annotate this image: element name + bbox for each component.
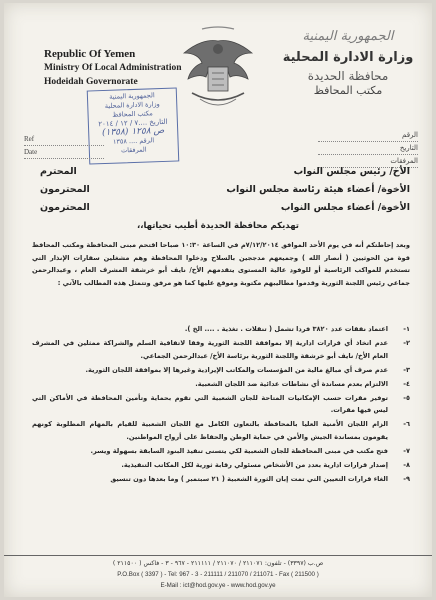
item-number: ١- [403, 325, 410, 333]
item-number: ٢- [403, 339, 410, 347]
ar-attachments-field: المرفقات [318, 157, 418, 168]
body-paragraph: وبعد إحاطتكم أنه في يوم الأحد الموافق ٧/١٢/٢٠١٤م في الساعة ١٠:٣٠ صباحا اقتحم مبنى المحافظة ومكتب المحافظ قوة من الحوثيين ( أنصار الله ) وجميعهم مدججين بالسلاح ودخلوا المحافظة وهم مشغلين سفارات الإنذار التي تستخدم للمواكب الرئاسية أو للوفود عالية المستوى يتقدمهم الأخ/ نايف أبو خرشفة المشرف العام ، وعبدالرحمن جماعي رئيس اللجنة الثورية وقدموا مطاليبهم مكتوبة وموقع عليها كما هو مرفق وتتمثل هذه المطالب بالآتي : [32, 241, 410, 287]
addressee-name: الأخوة/ أعضاء مجلس النواب [280, 202, 410, 213]
stamp-line1: الجمهورية اليمنية [109, 91, 155, 101]
ar-number-field: الرقم [318, 131, 418, 142]
header-english [44, 47, 184, 89]
letter-page [4, 3, 432, 597]
addressee-row [40, 199, 410, 217]
stamp-line3: مكتب المحافظ [112, 109, 153, 119]
header-country-en: Republic Of Yemen [44, 48, 136, 60]
footer-contact-ar: ص.ب (٣٣٩٧) - تلفون: ٢١١٠٧١ / ٢١١٠٧٠ / ٢١١١١١ - ٩٦٧ - ٣ - فاكس ( ٢١١٥٠٠ ) [112, 560, 324, 567]
addressee-name: الأخوة/ أعضاء هيئة رئاسة مجلس النواب [226, 184, 410, 195]
stamp-number: الرقم .... ١٣٥٨ [112, 136, 155, 146]
addressee-row [40, 181, 410, 199]
greeting: تهديكم محافظة الحديدة أطيب تحياتها،، [136, 221, 299, 231]
item-text: إصدار قرارات ادارية بعدد من الأشخاص مسئولي رقابة ثورية لكل المكاتب التنفيذية. [121, 460, 388, 469]
letter-footer [4, 555, 432, 591]
header-governorate-ar: محافظة الحديدة [307, 69, 389, 83]
list-item [32, 323, 410, 336]
footer-email: E-Mail : ict@hod.gov.ye - www.hod.gov.ye [160, 582, 276, 589]
list-item [32, 392, 410, 417]
header-ministry-ar: وزارة الادارة المحلية [282, 50, 414, 65]
list-item [32, 364, 410, 377]
ref-fields-en [24, 135, 104, 161]
addressee-honorific: المحترمون [40, 184, 90, 195]
item-text: توفير مقرات حسب الإمكانيات المتاحة للجان الشعبية التي تقوم بحماية وتأمين المحافظة في الأماكن التي ليس فيها مقرات. [32, 393, 388, 414]
item-number: ٦- [403, 420, 410, 428]
item-number: ٨- [403, 460, 410, 469]
item-number: ٥- [403, 393, 410, 402]
stamp-line2: وزارة الادارة المحلية [104, 100, 160, 110]
item-number: ٩- [403, 474, 410, 483]
footer-contact-en: P.O.Box ( 3397 ) - Tel: 967 - 3 - 211111 / 211070 / 211071 - Fax ( 211500 ) [117, 571, 319, 578]
item-number: ٤- [403, 379, 410, 388]
header-country-ar: الجمهورية اليمنية [302, 29, 394, 44]
list-item [32, 473, 410, 486]
ref-field: Ref [24, 135, 104, 146]
stamp-attachments: المرفقات [120, 145, 147, 155]
item-number: ٧- [403, 446, 410, 455]
demands-list [32, 323, 410, 487]
list-item [32, 378, 410, 391]
item-text: اعتماد نفقات عدد ٣٨٢٠ فردا تشمل ( تنقلات . تغذية . .... الخ ). [184, 325, 388, 333]
header-arabic [278, 29, 418, 97]
eagle-emblem-icon [178, 23, 258, 115]
addressee-honorific: المحترمون [40, 202, 90, 213]
addressee-row [40, 163, 410, 181]
header-governorate-en: Hodeidah Governorate [44, 77, 138, 87]
item-text: الالتزام بعدم مساندة أي نشاطات عدائية ضد اللجان الشعبية. [195, 379, 388, 388]
item-text: فتح مكتب في مبنى المحافظة للجان الشعبية لكي يتسنى تنفيذ البنود السابقة بسهولة ويسر. [90, 446, 388, 455]
list-item [32, 459, 410, 472]
list-item [32, 445, 410, 458]
ar-date-field: التاريخ [318, 144, 418, 155]
list-item [32, 418, 410, 443]
item-number: ٣- [403, 365, 410, 374]
addressee-name: الأخ/ رئيس مجلس النواب [293, 166, 410, 177]
stamp-handwritten: ص ١٢٥٨ (١٣٥٨) [101, 125, 165, 139]
item-text: عدم اتخاذ أي قرارات ادارية إلا بموافقة اللجنة الثورية وفقا لاتفاقية السلم والشراكة ممثلين في المشرف العام الأخ/ نايف أبو خرشفة واللجنة الثورية برئاسة الأخ/ عبدالرحمن الجماعي. [32, 339, 388, 360]
date-field: Date [24, 148, 104, 159]
addressees [40, 163, 410, 217]
item-text: الغاء قرارات التعيين التي تمت إبان الثورة الشعبية ( ٢١ سبتمبر ) وما بعدها دون تنسيق [110, 474, 388, 483]
addressee-honorific: المحترم [40, 166, 77, 177]
header-office-ar: مكتب المحافظ [313, 84, 383, 97]
header-ministry-en: Ministry Of Local Administration [44, 63, 182, 73]
list-item [32, 337, 410, 362]
stamp-date: التاريخ ....٧ / ١٢ / ٢٠١٤ [98, 117, 168, 129]
item-text: عدم صرف أي مبالغ مالية من المؤسسات والمكاتب الإيرادية وغيرها إلا بموافقة اللجان الثورية. [85, 365, 388, 374]
item-text: الزام اللجان الأمنية العليا بالمحافظة بالتعاون الكامل مع اللجان الشعبية للقيام بالمهام المطلوبة كونهم يقومون بمساندة الجيش والأمن في حماية الوطن والحفاظ على أرواح المواطنين. [32, 420, 388, 441]
